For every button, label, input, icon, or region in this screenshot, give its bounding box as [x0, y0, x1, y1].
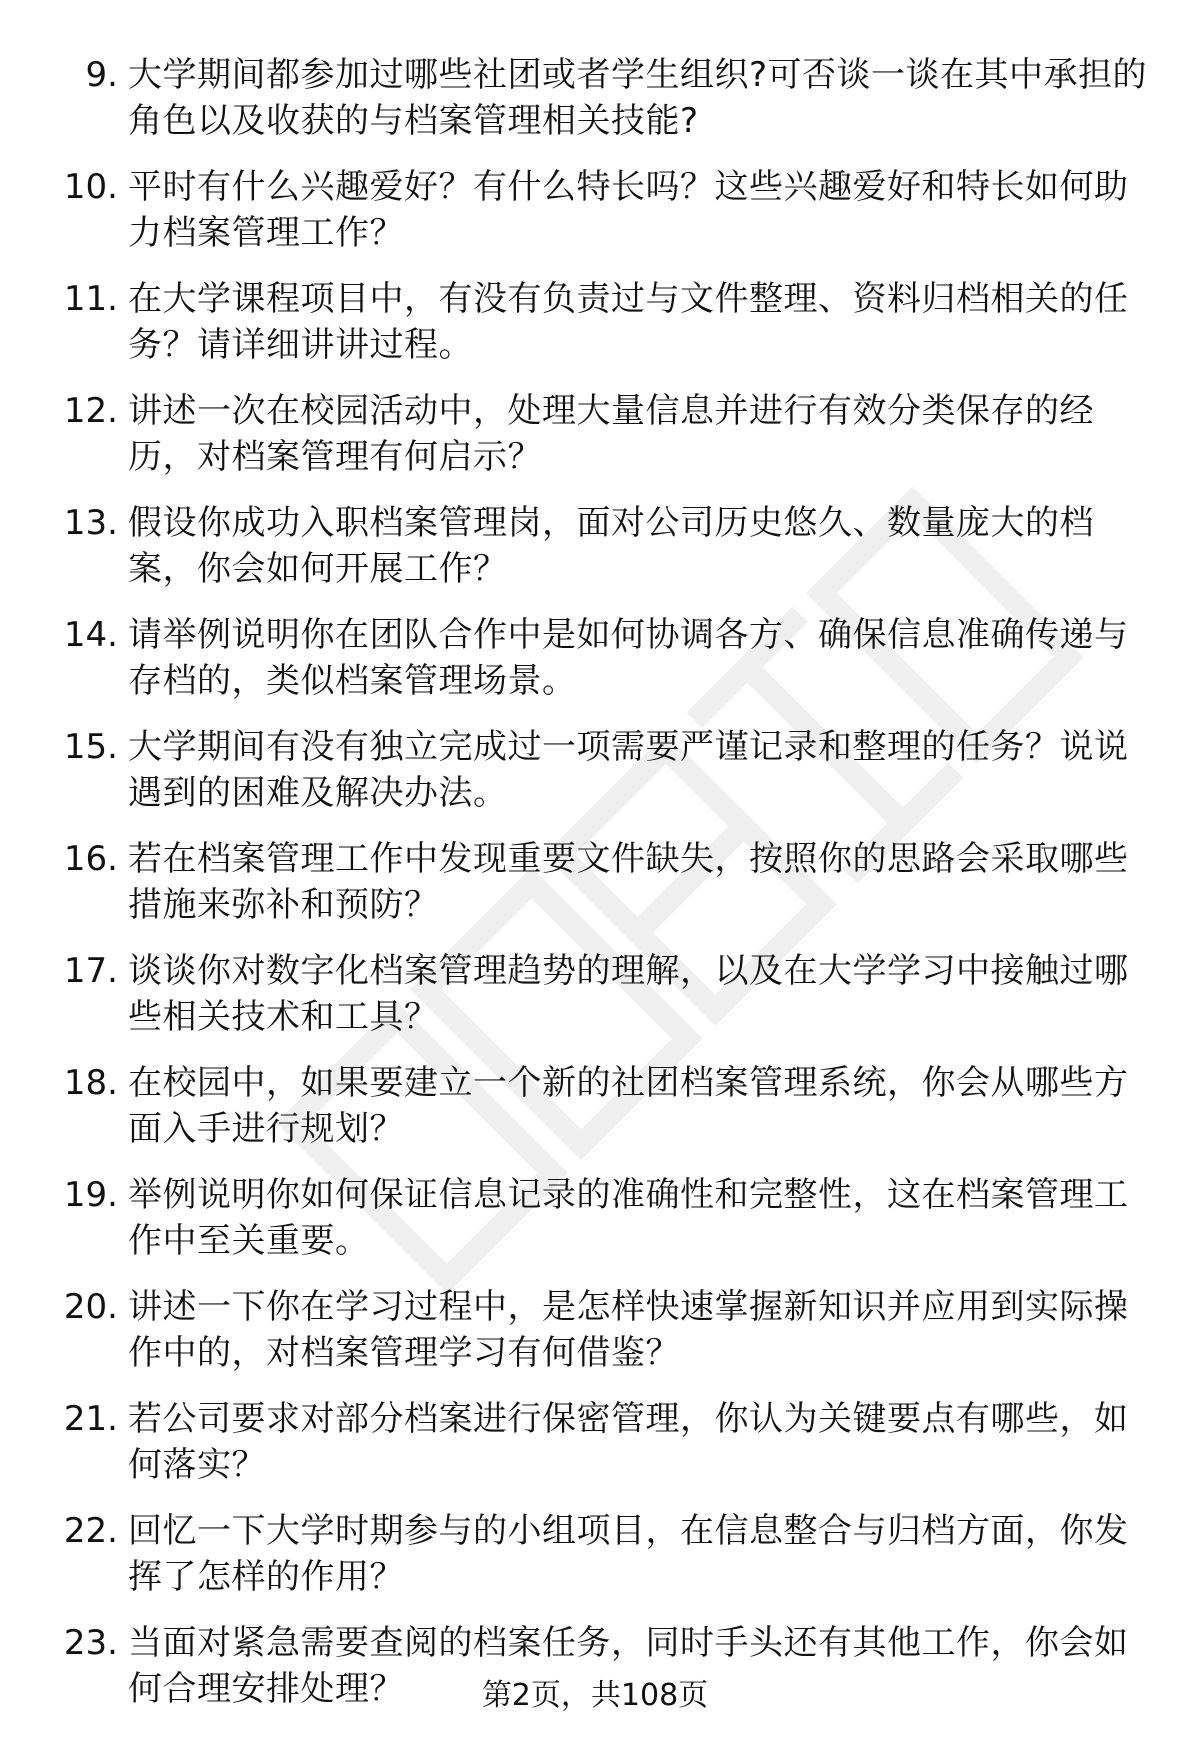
question-text: 若在档案管理工作中发现重要文件缺失，按照你的思路会采取哪些措施来弥补和预防？	[128, 839, 1129, 925]
question-number: 15.	[63, 727, 118, 767]
question-item	[60, 1284, 1160, 1376]
question-item	[60, 500, 1160, 592]
question-item	[60, 52, 1160, 144]
question-item	[60, 1172, 1160, 1264]
question-item	[60, 724, 1160, 816]
question-item	[60, 276, 1160, 368]
question-item	[60, 1508, 1160, 1600]
question-number: 14.	[63, 615, 118, 655]
question-text: 平时有什么兴趣爱好？有什么特长吗？这些兴趣爱好和特长如何助力档案管理工作？	[128, 167, 1129, 253]
question-text: 若公司要求对部分档案进行保密管理，你认为关键要点有哪些，如何落实？	[128, 1399, 1129, 1485]
question-item	[60, 948, 1160, 1040]
question-list	[60, 52, 1160, 1732]
question-text: 谈谈你对数字化档案管理趋势的理解，以及在大学学习中接触过哪些相关技术和工具？	[128, 951, 1129, 1037]
question-number: 20.	[63, 1287, 118, 1327]
question-item	[60, 388, 1160, 480]
question-number: 23.	[63, 1623, 118, 1663]
question-number: 18.	[63, 1063, 118, 1103]
question-number: 21.	[63, 1399, 118, 1439]
question-item	[60, 612, 1160, 704]
question-text: 大学期间都参加过哪些社团或者学生组织?可否谈一谈在其中承担的角色以及收获的与档案管理相关技能?	[128, 55, 1148, 141]
question-item	[60, 164, 1160, 256]
question-text: 讲述一下你在学习过程中，是怎样快速掌握新知识并应用到实际操作中的，对档案管理学习有何借鉴？	[128, 1287, 1129, 1373]
question-text: 在大学课程项目中，有没有负责过与文件整理、资料归档相关的任务？请详细讲讲过程。	[128, 279, 1129, 365]
question-number: 22.	[63, 1511, 118, 1551]
question-text: 讲述一次在校园活动中，处理大量信息并进行有效分类保存的经历，对档案管理有何启示？	[128, 391, 1094, 477]
question-text: 大学期间有没有独立完成过一项需要严谨记录和整理的任务？说说遇到的困难及解决办法。	[128, 727, 1129, 813]
question-number: 16.	[63, 839, 118, 879]
question-item	[60, 836, 1160, 928]
question-text: 举例说明你如何保证信息记录的准确性和完整性，这在档案管理工作中至关重要。	[128, 1175, 1129, 1261]
question-number: 9.	[85, 55, 118, 95]
question-text: 假设你成功入职档案管理岗，面对公司历史悠久、数量庞大的档案，你会如何开展工作？	[128, 503, 1094, 589]
question-number: 11.	[63, 279, 118, 319]
question-text: 当面对紧急需要查阅的档案任务，同时手头还有其他工作，你会如何合理安排处理？	[128, 1623, 1129, 1709]
question-number: 17.	[63, 951, 118, 991]
question-text: 在校园中，如果要建立一个新的社团档案管理系统，你会从哪些方面入手进行规划？	[128, 1063, 1129, 1149]
question-number: 10.	[63, 167, 118, 207]
question-item	[60, 1060, 1160, 1152]
question-number: 13.	[63, 503, 118, 543]
question-text: 请举例说明你在团队合作中是如何协调各方、确保信息准确传递与存档的，类似档案管理场景。	[128, 615, 1129, 701]
question-item	[60, 1396, 1160, 1488]
question-number: 19.	[63, 1175, 118, 1215]
question-number: 12.	[63, 391, 118, 431]
question-text: 回忆一下大学时期参与的小组项目，在信息整合与归档方面，你发挥了怎样的作用？	[128, 1511, 1129, 1597]
page-number-footer: 第2页，共108页	[481, 1678, 709, 1713]
